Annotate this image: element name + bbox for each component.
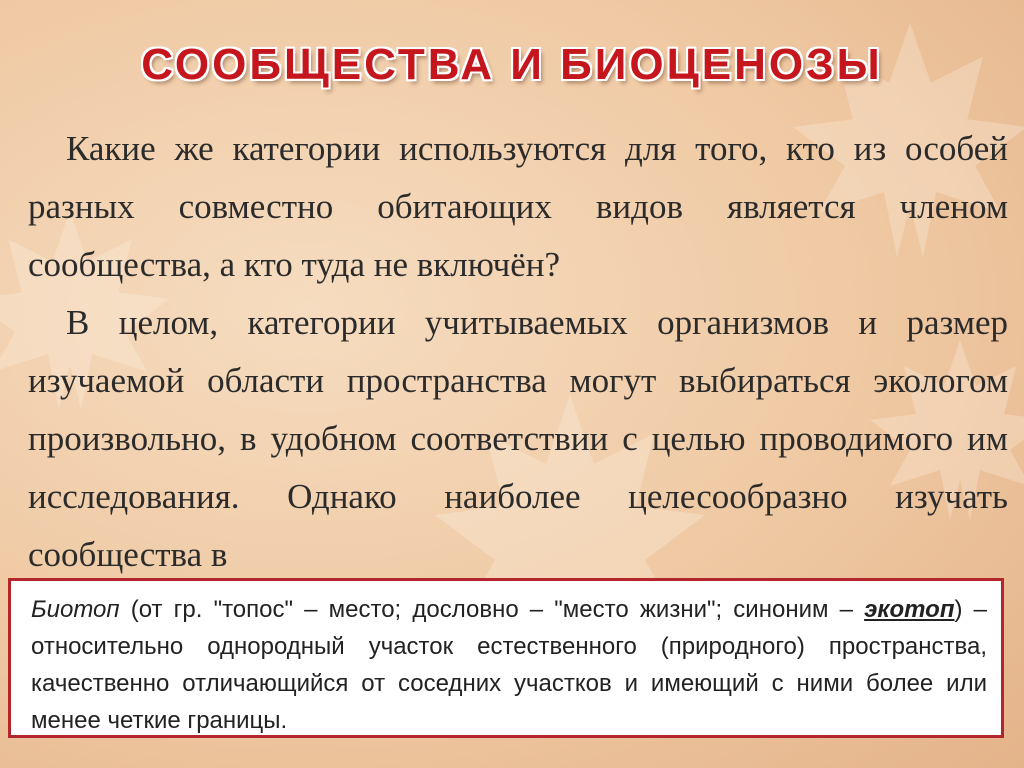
- definition-term: Биотоп: [31, 596, 120, 623]
- definition-synonym: экотоп: [864, 596, 955, 623]
- paragraph-explanation: В целом, категории учитываемых организмов и размер изучаемой области пространства могут выбираться экологом произвольно, в удобном соответствии с целью проводимого им исследования. Однако наиболее целесообразно изучать сообщества в: [28, 303, 1008, 574]
- definition-box: [8, 578, 1004, 738]
- slide-title: СООБЩЕСТВА И БИОЦЕНОЗЫ: [141, 40, 883, 89]
- definition-origin: (от гр. "топос" – место; дословно – "место жизни"; синоним –: [119, 596, 865, 623]
- definition-text: ) – относительно однородный участок естественного (природного) пространства, качественно отличающийся от соседних участков и имеющий с ними более или менее четкие границы.: [31, 596, 987, 734]
- paragraph-question: Какие же категории используются для того, кто из особей разных совместно обитающих видов является членом сообщества, а кто туда не включён?: [28, 129, 1008, 284]
- slide-body: [28, 120, 1008, 584]
